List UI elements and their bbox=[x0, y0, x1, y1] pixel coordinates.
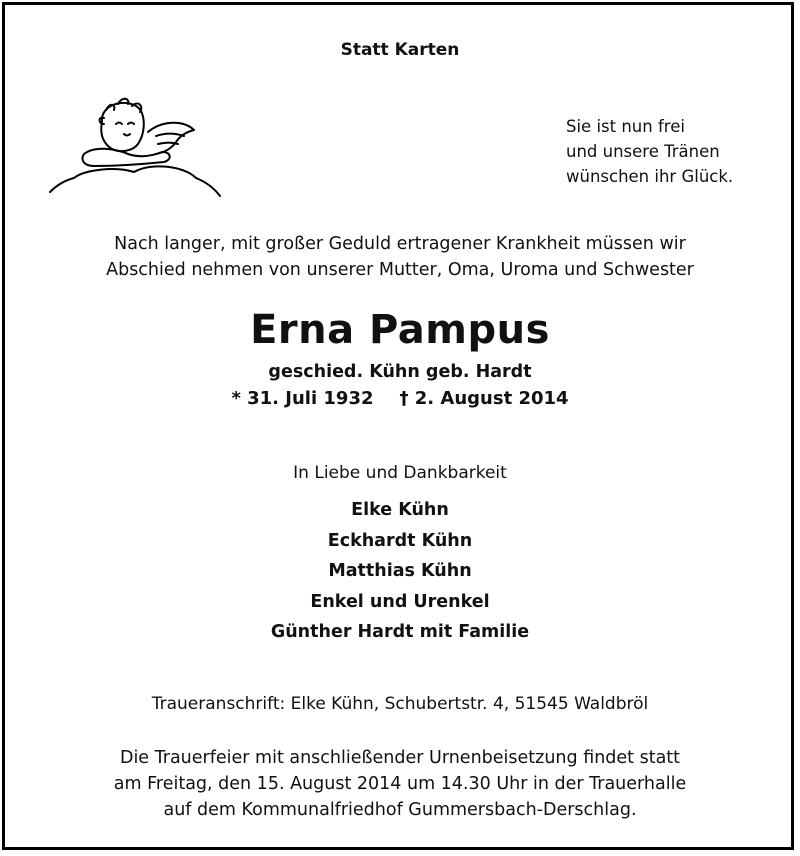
angel-illustration bbox=[44, 92, 224, 202]
intro-text bbox=[0, 231, 800, 283]
quote-verse bbox=[566, 114, 733, 189]
life-dates bbox=[0, 388, 800, 409]
mourners-list bbox=[0, 495, 800, 648]
quote-line: Sie ist nun frei bbox=[566, 117, 685, 136]
mourning-address: Traueranschrift: Elke Kühn, Schubertstr. 4, 51545 Waldbröl bbox=[151, 694, 649, 714]
header-statt-karten: Statt Karten bbox=[340, 40, 460, 60]
deceased-subname: geschied. Kühn geb. Hardt bbox=[268, 362, 532, 382]
ceremony-line: auf dem Kommunalfriedhof Gummersbach-Derschlag. bbox=[163, 800, 637, 820]
ceremony-line: Die Trauerfeier mit anschließender Urnenbeisetzung findet statt bbox=[119, 748, 681, 768]
intro-line: Nach langer, mit großer Geduld ertragener Krankheit müssen wir bbox=[114, 234, 686, 254]
mourner: Günther Hardt mit Familie bbox=[270, 622, 530, 642]
death-date: † 2. August 2014 bbox=[399, 388, 569, 409]
mourner: Matthias Kühn bbox=[328, 561, 472, 581]
intro-line: Abschied nehmen von unserer Mutter, Oma, Uroma und Schwester bbox=[106, 260, 694, 280]
mourner: Elke Kühn bbox=[351, 500, 449, 520]
ceremony-details bbox=[0, 745, 800, 823]
deceased-name: Erna Pampus bbox=[250, 307, 550, 353]
ceremony-line: am Freitag, den 15. August 2014 um 14.30 Uhr in der Trauerhalle bbox=[113, 774, 687, 794]
birth-date: * 31. Juli 1932 bbox=[231, 388, 374, 409]
mourner: Eckhardt Kühn bbox=[327, 530, 473, 551]
quote-line: wünschen ihr Glück. bbox=[566, 167, 734, 186]
mourner: Enkel und Urenkel bbox=[310, 591, 490, 612]
love-line: In Liebe und Dankbarkeit bbox=[293, 463, 507, 483]
quote-line: und unsere Tränen bbox=[566, 142, 720, 161]
